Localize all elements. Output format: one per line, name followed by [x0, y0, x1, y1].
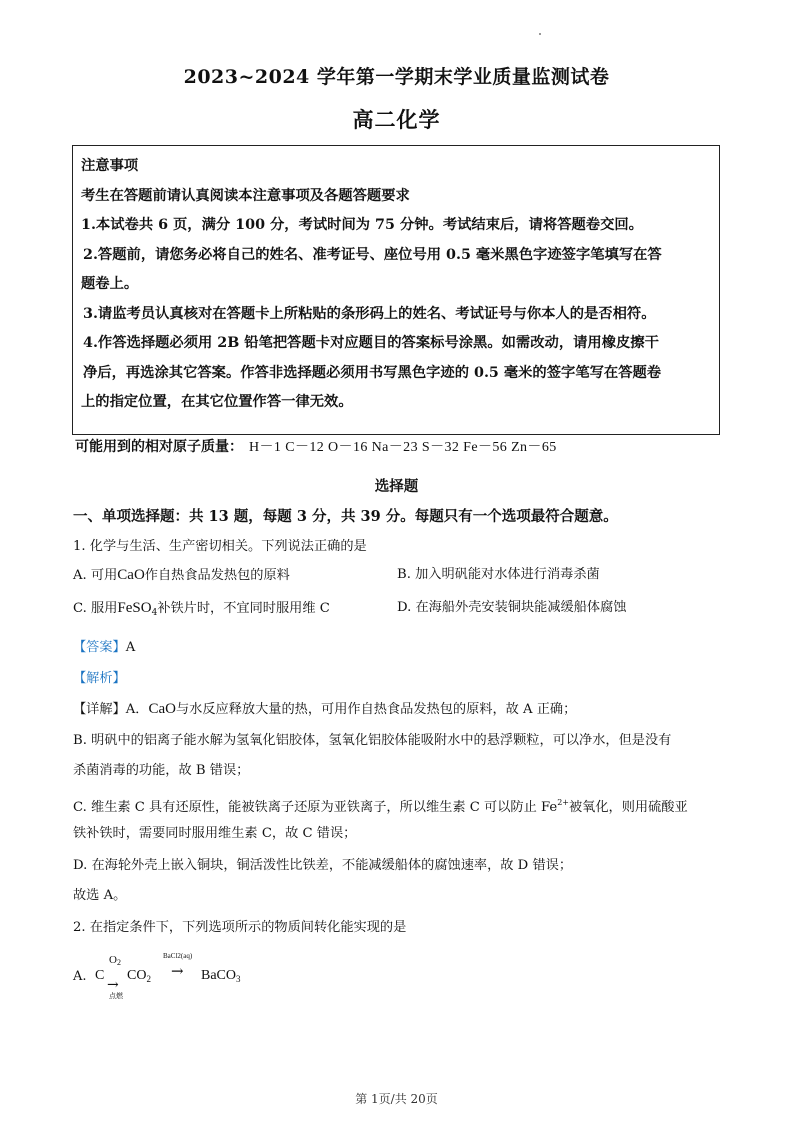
atomic-masses-values: H－1 C－12 O－16 Na－23 S－32 Fe－56 Zn－65	[249, 440, 557, 455]
q1-detail-b-line-1: B. 明矾中的铝离子能水解为氢氧化铝胶体，氢氧化铝胶体能吸附水中的悬浮颗粒，可以净水，但是没有	[73, 733, 672, 748]
q1-option-c	[73, 598, 330, 623]
q1-option-c-prefix: C. 服用	[73, 601, 118, 616]
q1-detail-a	[73, 699, 576, 720]
notice-item-3: 3.请监考员认真核对在答题卡上所粘贴的条形码上的姓名、考试证号与你本人的是否相符。	[83, 305, 656, 322]
q2-bacl2-state: (aq)	[180, 952, 193, 960]
q2-baco3-symbol: BaCO	[201, 968, 236, 983]
q1-conclusion: 故选 A。	[73, 888, 127, 903]
section-title: 选择题	[374, 478, 419, 495]
atomic-masses	[75, 436, 557, 456]
atomic-masses-label: 可能用到的相对原子质量：	[75, 439, 243, 455]
q2-bacl2-symbol: BaCl	[163, 952, 178, 960]
q1-answer	[73, 638, 135, 658]
q1-option-a-formula: CaO	[117, 567, 145, 583]
detail-tag: 【详解】	[73, 702, 126, 717]
answer-value: A	[125, 640, 136, 655]
q1-detail-b-line-2: 杀菌消毒的功能，故 B 错误；	[73, 763, 250, 778]
answer-tag: 【答案】	[73, 640, 126, 655]
exam-subject: 高二化学	[352, 107, 441, 132]
scan-dot	[539, 33, 541, 35]
q1-option-c-text: 补铁片时，不宜同时服用维 C	[157, 601, 330, 616]
q2-option-a	[73, 950, 293, 1010]
notice-heading: 注意事项	[81, 158, 139, 174]
q2-intermediate-co2	[127, 968, 151, 984]
exam-title: 2023~2024 学年第一学期末学业质量监测试卷	[183, 66, 610, 88]
q1-detail-c-superscript: 2+	[557, 798, 569, 807]
notice-item-1: 1.本试卷共 6 页，满分 100 分，考试时间为 75 分钟。考试结束后，请将答题卷交回。	[81, 217, 643, 233]
q2-o2-symbol: O	[109, 954, 117, 966]
q1-option-a	[73, 565, 290, 586]
q1-option-c-formula: FeSO	[117, 600, 152, 616]
q2-co2-symbol: CO	[127, 968, 147, 983]
q2-o2-subscript: 2	[116, 958, 121, 967]
q2-option-a-label: A.	[73, 969, 87, 984]
notice-intro: 考生在答题前请认真阅读本注意事项及各题答题要求	[81, 187, 410, 204]
q2-condition-o2	[109, 954, 121, 967]
q2-arrow-2: →	[171, 962, 184, 980]
section-heading: 一、单项选择题：共 13 题，每题 3 分，共 39 分。每题只有一个选项最符合题意。	[73, 508, 618, 525]
analysis-tag: 【解析】	[73, 671, 126, 686]
page-number: 第 1页/共 20页	[355, 1092, 438, 1106]
q1-option-a-prefix: A. 可用	[73, 568, 118, 583]
q1-detail-c-line-1	[73, 793, 688, 818]
q2-co2-subscript: 2	[146, 974, 151, 984]
q2-product-baco3	[201, 968, 241, 984]
q2-baco3-subscript: 3	[236, 974, 241, 984]
q1-detail-c-line-2: 铁补铁时，需要同时服用维生素 C，故 C 错误；	[73, 826, 357, 841]
q2-stem: 2. 在指定条件下，下列选项所示的物质间转化能实现的是	[73, 920, 407, 935]
q1-detail-a-prefix: A．	[125, 702, 149, 717]
notice-item-2-line-1: 2.答题前，请您务必将自己的姓名、准考证号、座位号用 0.5 毫米黑色字迹签字笔填写在答	[83, 246, 662, 263]
q2-condition-ignite: 点燃	[109, 992, 123, 1000]
q1-option-b: B. 加入明矾能对水体进行消毒杀菌	[397, 567, 600, 582]
notice-item-2-line-2: 题卷上。	[81, 276, 139, 292]
q1-detail-c-text: C. 维生素 C 具有还原性，能被铁离子还原为亚铁离子，所以维生素 C 可以防止 Fe	[73, 800, 558, 815]
q1-detail-d: D. 在海轮外壳上嵌入铜块，铜活泼性比铁差，不能减缓船体的腐蚀速率，故 D 错误；	[73, 858, 573, 873]
q1-detail-a-formula: CaO	[148, 701, 176, 717]
q2-arrow-1: →	[107, 977, 119, 993]
q2-bacl2-subscript: 2	[177, 952, 181, 960]
q1-detail-c-text-end: 被氧化，则用硫酸亚	[568, 800, 688, 815]
q1-option-d: D. 在海船外壳安装铜块能减缓船体腐蚀	[397, 600, 627, 615]
q1-option-a-text: 作自热食品发热包的原料	[144, 568, 290, 583]
q2-condition-bacl2	[163, 952, 192, 960]
q1-stem: 1. 化学与生活、生产密切相关。下列说法正确的是	[73, 539, 367, 554]
notice-item-4-line-2: 净后，再选涂其它答案。作答非选择题必须用书写黑色字迹的 0.5 毫米的签字笔写在答题卷	[83, 364, 662, 381]
q1-detail-a-text: 与水反应释放大量的热，可用作自热食品发热包的原料，故 A 正确；	[175, 702, 577, 717]
notice-item-4-line-3: 上的指定位置，在其它位置作答一律无效。	[81, 394, 353, 410]
q1-option-c-subscript: 4	[151, 608, 158, 618]
notice-box	[72, 145, 720, 435]
notice-item-4-line-1: 4.作答选择题必须用 2B 铅笔把答题卡对应题目的答案标号涂黑。如需改动，请用橡皮擦干	[83, 335, 659, 351]
q2-reactant-c: C	[95, 968, 105, 983]
